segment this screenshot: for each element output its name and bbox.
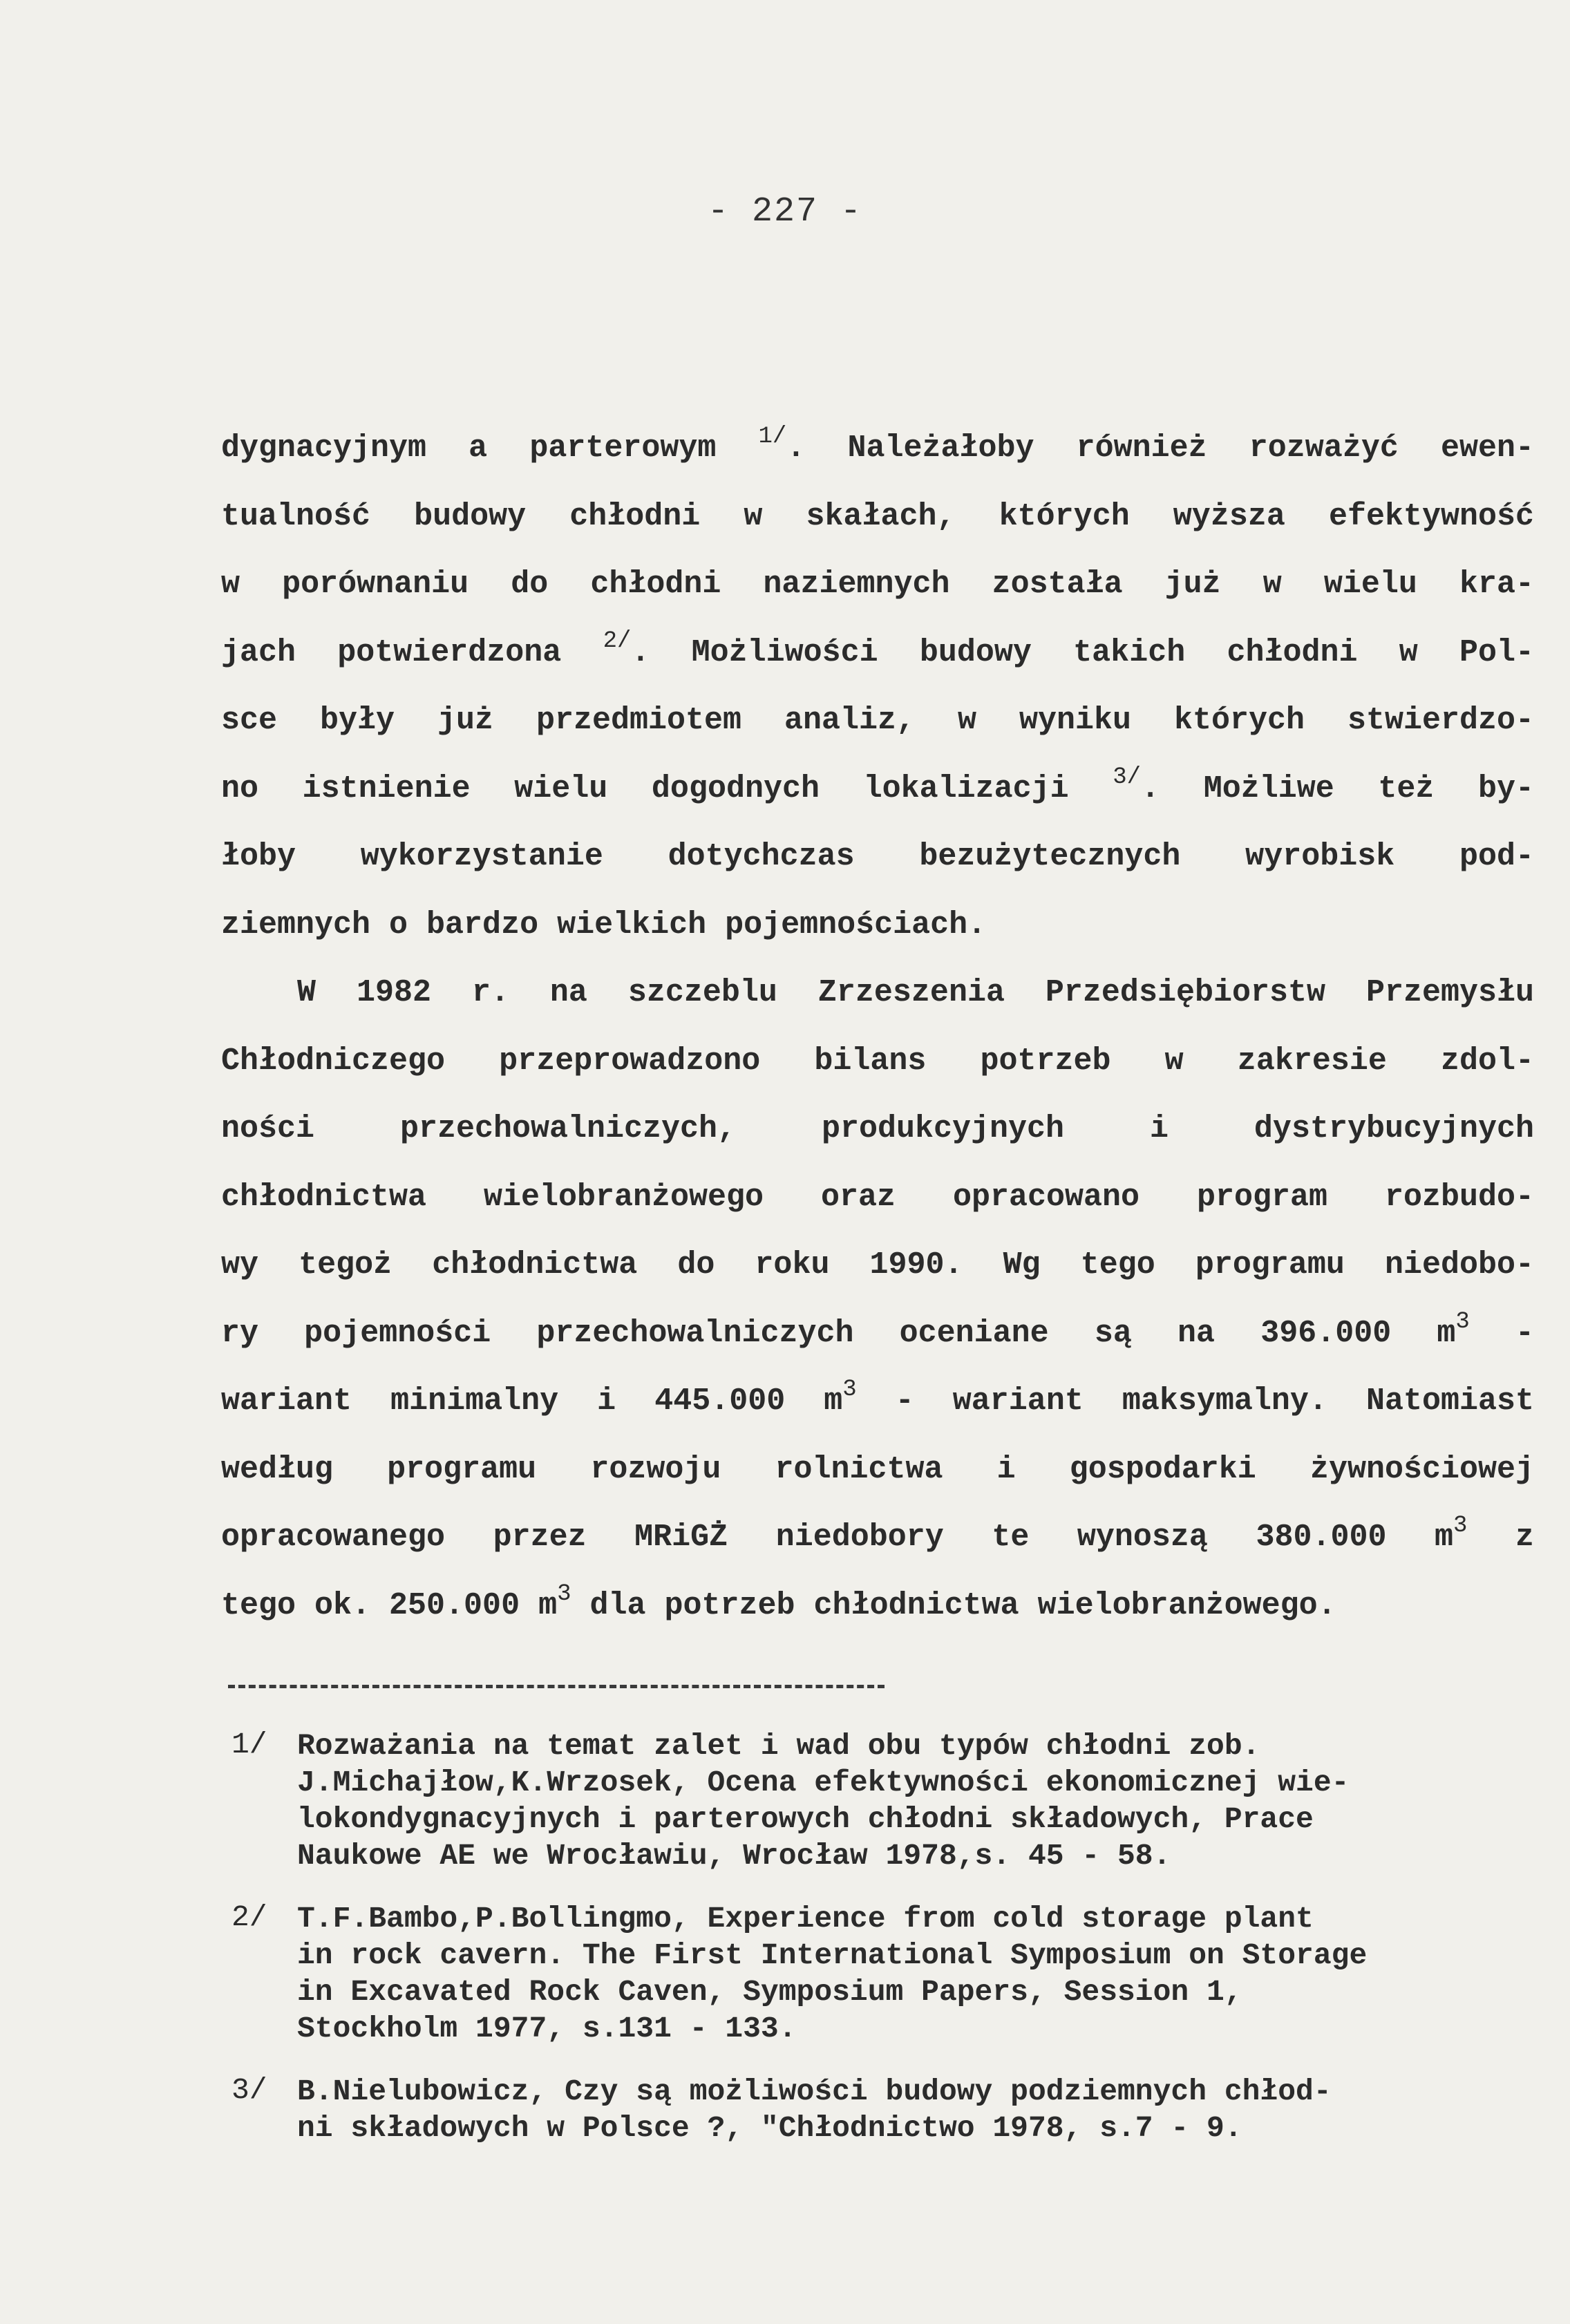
text-line: Chłodniczego przeprowadzono bilans potrzeb w zakresie zdol- — [221, 1043, 1534, 1079]
superscript: 3 — [842, 1377, 857, 1403]
footnote — [225, 1728, 1541, 1874]
footnote-ref: 3/ — [1113, 764, 1142, 791]
page-number: - 227 - — [707, 192, 863, 232]
text-line: wariant minimalny i 445.000 $m^3$ - wariant maksymalny. Natomiast — [221, 1377, 1534, 1419]
text-line: chłodnictwa wielobranżowego oraz opracowano program rozbudo- — [221, 1179, 1534, 1215]
text-line: według programu rozwoju rolnictwa i gospodarki żywnościowej — [221, 1451, 1534, 1487]
footnote-line: Rozważania na temat zalet i wad obu typów chłodni zob. — [297, 1729, 1260, 1763]
text-line: łoby wykorzystanie dotychczas bezużytecznych wyrobisk pod- — [221, 839, 1534, 874]
text-line: dygnacyjnym a parterowym $^{1/}$. Należałoby również rozważyć ewen- — [221, 424, 1534, 466]
footnote-marker: 1/ — [231, 1728, 267, 1761]
footnote-line: B.Nielubowicz, Czy są możliwości budowy podziemnych chłod- — [297, 2075, 1332, 2108]
footnote — [225, 1900, 1541, 2047]
footnote-line: Stockholm 1977, s.131 - 133. — [297, 2012, 797, 2046]
footnotes — [225, 1728, 1541, 2173]
text-line: no istnienie wielu dogodnych lokalizacji $^{3/}$. Możliwe też by- — [221, 764, 1534, 806]
footnote-line: in rock cavern. The First International Symposium on Storage — [297, 1938, 1368, 1972]
text-line: tego ok. 250.000 $m^3$ dla potrzeb chłodnictwa wielobranżowego. — [221, 1580, 1336, 1623]
text-line: ry pojemności przechowalniczych oceniane są na 396.000 $m^3$ - — [221, 1308, 1534, 1351]
footnote-separator — [228, 1685, 885, 1688]
footnote-line: ni składowych w Polsce ?, "Chłodnictwo 1978, s.7 - 9. — [297, 2111, 1242, 2145]
text-line: opracowanego przez MRiGŻ niedobory te wynoszą 380.000 $m^3$ z — [221, 1513, 1534, 1555]
footnote-ref: 1/ — [758, 424, 787, 450]
text-line: tualność budowy chłodni w skałach, których wyższa efektywność — [221, 498, 1534, 534]
text-line: W 1982 r. na szczeblu Zrzeszenia Przedsiębiorstw Przemysłu — [297, 975, 1534, 1010]
body-text — [221, 415, 1534, 1640]
superscript: 3 — [1455, 1308, 1470, 1335]
footnote-line: J.Michajłow,K.Wrzosek, Ocena efektywności ekonomicznej wie- — [297, 1766, 1350, 1799]
footnote-line: T.F.Bambo,P.Bollingmo, Experience from cold storage plant — [297, 1902, 1314, 1936]
text-line: jach potwierdzona $^{2/}$. Możliwości budowy takich chłodni w Pol- — [221, 627, 1534, 670]
footnote-line: lokondygnacyjnych i parterowych chłodni składowych, Prace — [297, 1802, 1314, 1836]
footnote-ref: 2/ — [603, 627, 632, 654]
text-line: w porównaniu do chłodni naziemnych została już w wielu kra- — [221, 567, 1534, 602]
footnote-line: Naukowe AE we Wrocławiu, Wrocław 1978,s. 45 - 58. — [297, 1839, 1171, 1873]
text-line: ziemnych o bardzo wielkich pojemnościach. — [221, 907, 987, 943]
text-line: sce były już przedmiotem analiz, w wyniku których stwierdzo- — [221, 703, 1534, 738]
footnote-line: in Excavated Rock Caven, Symposium Papers, Session 1, — [297, 1975, 1242, 2009]
footnote-marker: 3/ — [231, 2073, 267, 2107]
footnote-marker: 2/ — [231, 1900, 267, 1934]
superscript: 3 — [1453, 1513, 1468, 1539]
text-line: ności przechowalniczych, produkcyjnych i dystrybucyjnych — [221, 1111, 1534, 1146]
footnote — [225, 2073, 1541, 2146]
text-line: wy tegoż chłodnictwa do roku 1990. Wg tego programu niedobo- — [221, 1247, 1534, 1283]
superscript: 3 — [557, 1580, 571, 1607]
